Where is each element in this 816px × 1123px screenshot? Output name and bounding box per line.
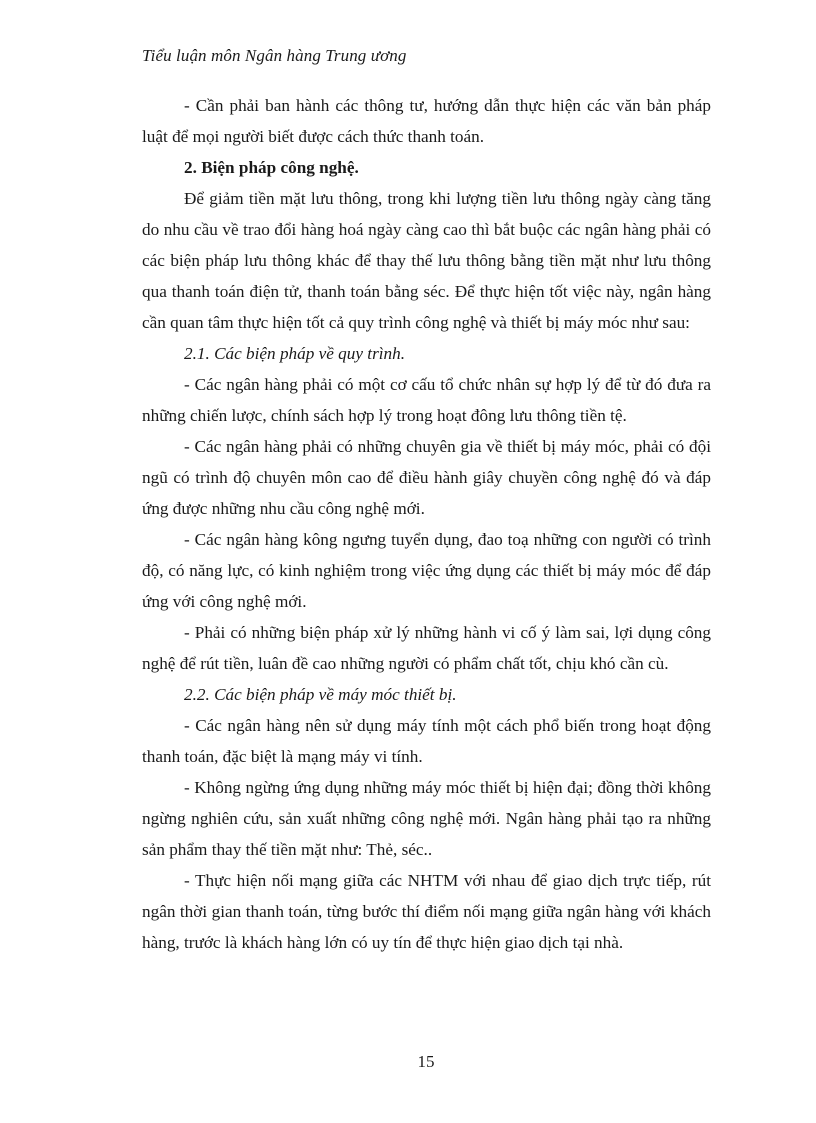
document-body bbox=[142, 90, 711, 958]
subsection-heading-process: 2.1. Các biện pháp về quy trình. bbox=[184, 344, 406, 363]
paragraph-equipment-network: - Thực hiện nối mạng giữa các NHTM với nhau để giao dịch trực tiếp, rút ngân thời gian thanh toán, từng bước thí điểm nối mạng giữa ngân hàng với khách hàng, trước là khách hàng lớn có uy tín để thực hiện giao dịch tại nhà. bbox=[142, 871, 711, 952]
paragraph-legal-guidance: - Cần phải ban hành các thông tư, hướng dẫn thực hiện các văn bản pháp luật để mọi người biết được cách thức thanh toán. bbox=[142, 96, 711, 146]
page-number: 15 bbox=[417, 1052, 435, 1071]
paragraph-process-experts: - Các ngân hàng phải có những chuyên gia về thiết bị máy móc, phải có đội ngũ có trình độ chuyên môn cao để điều hành giây chuyền công nghệ đó và đáp ứng được những nhu cầu công nghệ mới. bbox=[142, 437, 711, 518]
paragraph-process-violations: - Phải có những biện pháp xử lý những hành vi cố ý làm sai, lợi dụng công nghệ để rút tiền, luân đề cao những người có phẩm chất tốt, chịu khó cần cù. bbox=[142, 623, 711, 673]
paragraph-process-recruitment: - Các ngân hàng kông ngưng tuyển dụng, đao toạ những con người có trình độ, có năng lực, có kinh nghiệm trong việc ứng dụng các thiết bị máy móc để đáp ứng với công nghệ mới. bbox=[142, 530, 711, 611]
paragraph-technology-intro: Để giảm tiền mặt lưu thông, trong khi lượng tiền lưu thông ngày càng tăng do nhu cầu về trao đổi hàng hoá ngày càng cao thì bắt buộc các ngân hàng phải có các biện pháp lưu thông khác để thay thế lưu thông bằng tiền mặt như lưu thông qua thanh toán điện tử, thanh toán bằng séc. Để thực hiện tốt việc này, ngân hàng cần quan tâm thực hiện tốt cả quy trình công nghệ và thiết bị máy móc như sau: bbox=[142, 189, 711, 332]
paragraph-process-structure: - Các ngân hàng phải có một cơ cấu tổ chức nhân sự hợp lý để từ đó đưa ra những chiến lược, chính sách hợp lý trong hoạt đông lưu thông tiền tệ. bbox=[142, 375, 711, 425]
running-header: Tiểu luận môn Ngân hàng Trung ương bbox=[142, 46, 407, 65]
section-heading-technology: 2. Biện pháp công nghệ. bbox=[184, 158, 359, 177]
paragraph-equipment-computers: - Các ngân hàng nên sử dụng máy tính một cách phổ biến trong hoạt động thanh toán, đặc biệt là mạng máy vi tính. bbox=[142, 716, 711, 766]
paragraph-equipment-modern: - Không ngừng ứng dụng những máy móc thiết bị hiện đại; đồng thời không ngừng nghiên cứu, sản xuất những công nghệ mới. Ngân hàng phải tạo ra những sản phẩm thay thế tiền mặt như: Thẻ, séc.. bbox=[142, 778, 711, 859]
subsection-heading-equipment: 2.2. Các biện pháp về máy móc thiết bị. bbox=[184, 685, 457, 704]
